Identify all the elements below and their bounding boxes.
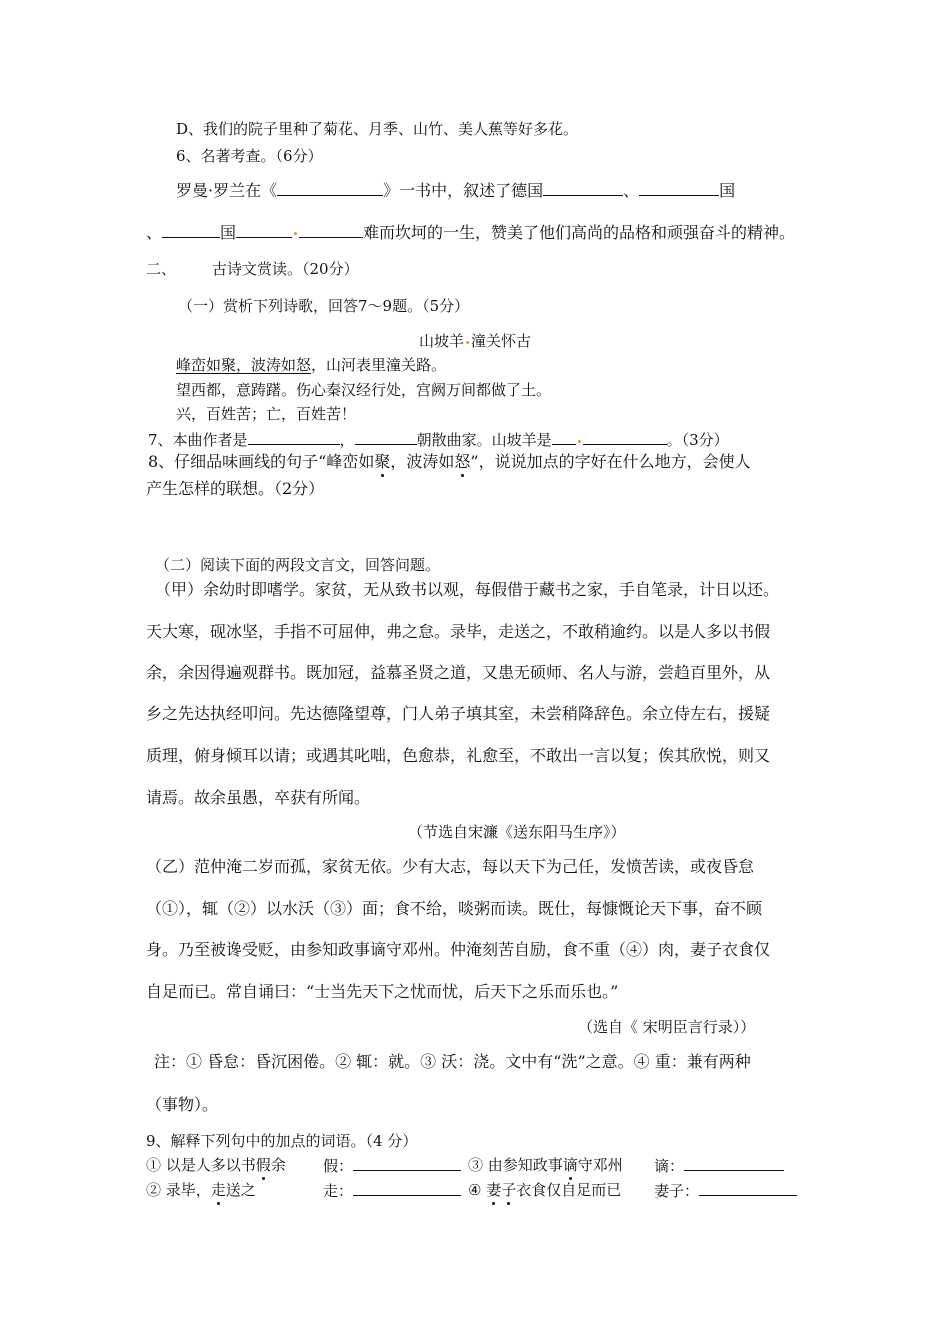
mark-dot xyxy=(578,440,581,443)
q9-label: 谪： xyxy=(654,1157,685,1175)
q9-answer-2 xyxy=(323,1180,461,1201)
jia-line: 质理，俯身倾耳以请；或遇其叱咄，色愈恭，礼愈至，不敢出一言以复；俟其欣悦，则又 xyxy=(146,746,771,765)
q6-line1 xyxy=(176,180,735,201)
q9-item-1 xyxy=(146,1155,286,1175)
jia-line: 请焉。故余虽愚，卒获有所闻。 xyxy=(146,788,371,807)
yi-line: 自足而已。常自诵曰：“士当先天下之忧而忧，后天下之乐而乐也。” xyxy=(146,982,619,1001)
poem-text: ，山河表里潼关路。 xyxy=(311,356,447,374)
q8-text: ”，说说加点的字好在什么地方，会使人 xyxy=(470,452,751,471)
jia-line: （甲）余幼时即嗜学。家贫，无从致书以观，每假借于藏书之家，手自笔录，计日以还。 xyxy=(155,580,780,599)
jia-line: 乡之先达执经叩问。先达德隆望尊，门人弟子填其室，未尝稍降辞色。余立侍左右，援疑 xyxy=(146,704,771,723)
q9-item-4 xyxy=(468,1180,621,1200)
q8-text: 8、仔细品味画线的句子“峰峦如 xyxy=(148,452,375,471)
q6-text: 罗曼·罗兰在《 xyxy=(176,181,278,200)
yi-source: （选自《 宋明臣言行录）） xyxy=(578,1018,756,1036)
q7-text: ， xyxy=(339,431,355,449)
poem-line-2: 望西都，意踌躇。伤心秦汉经行处，宫阙万间都做了土。 xyxy=(176,381,552,399)
q6-text: 》一书中，叙述了德国 xyxy=(383,181,544,200)
q5-option-d: D、我们的院子里种了菊花、月季、山竹、美人蕉等好多花。 xyxy=(176,120,579,138)
answer-blank[interactable] xyxy=(543,180,623,196)
jia-line: 天大寒，砚冰坚，手指不可屈伸，弗之怠。录毕，走送之，不敢稍逾约。以是人多以书假 xyxy=(146,622,771,641)
q9-answer-1 xyxy=(323,1155,461,1176)
answer-blank[interactable] xyxy=(552,429,576,445)
q6-text: 国 xyxy=(719,181,736,200)
poem-title xyxy=(0,331,950,351)
answer-blank[interactable] xyxy=(583,429,667,445)
dotted-char: 子 xyxy=(501,1181,517,1199)
q9-text: ① 以是人多以书 xyxy=(146,1156,256,1174)
answer-blank[interactable] xyxy=(162,222,220,238)
dotted-char: 谪 xyxy=(562,1156,578,1174)
q9-text: 余 xyxy=(270,1156,286,1174)
q7-text: 朝散曲家。山坡羊是 xyxy=(416,431,552,449)
dotted-char: 妻 xyxy=(486,1181,502,1199)
q6-text: 、 xyxy=(146,223,163,242)
q6-line2 xyxy=(146,222,795,243)
q8-line2: 产生怎样的联想。（2分） xyxy=(146,479,325,498)
q9-text: 送之 xyxy=(225,1181,256,1199)
q6-text: 、 xyxy=(623,181,640,200)
dotted-char: 聚 xyxy=(374,452,391,471)
answer-blank[interactable] xyxy=(299,222,363,238)
section-title: 古诗文赏读。（20分） xyxy=(212,260,359,278)
q9-label: 走： xyxy=(323,1182,354,1200)
answer-blank[interactable] xyxy=(639,180,719,196)
q9-text: ② 录毕， xyxy=(146,1181,211,1199)
dotted-char: 走 xyxy=(210,1181,226,1199)
answer-blank[interactable] xyxy=(277,180,383,196)
answer-blank[interactable] xyxy=(248,429,340,445)
poem-line-1 xyxy=(176,355,446,375)
q9-label: 妻子： xyxy=(654,1182,700,1200)
answer-blank[interactable] xyxy=(355,429,417,445)
q7-text: 。（3分） xyxy=(666,431,729,449)
answer-blank[interactable] xyxy=(699,1180,797,1196)
answer-blank[interactable] xyxy=(684,1155,784,1171)
part1-heading: （一）赏析下列诗歌，回答7～9题。（5分） xyxy=(178,297,470,315)
section-number: 二、 xyxy=(146,260,177,278)
q9-label: 假： xyxy=(323,1157,354,1175)
q6-text: 国 xyxy=(220,223,237,242)
q9-answer-4 xyxy=(654,1180,797,1201)
jia-line: 余，余因得遍观群书。既加冠，益慕圣贤之道，又患无硕师、名人与游，尝趋百里外，从 xyxy=(146,663,771,682)
jia-source: （节选自宋濂《送东阳马生序》） xyxy=(408,823,626,841)
q7-text: 7、本曲作者是 xyxy=(148,431,248,449)
answer-blank[interactable] xyxy=(353,1155,461,1171)
yi-line: （①），辄（②）以水沃（③）面；食不给，啖粥而读。既仕，每慷慨论天下事，奋不顾 xyxy=(146,899,763,918)
part2-heading: （二）阅读下面的两段文言文，回答问题。 xyxy=(155,556,441,574)
q9-text: ④ xyxy=(468,1181,487,1199)
q8-line1 xyxy=(148,452,751,472)
dotted-char: 怒 xyxy=(454,452,471,471)
poem-title-text: 山坡羊 xyxy=(418,332,464,350)
q9-answer-3 xyxy=(654,1155,784,1176)
poem-title-text: 潼关怀古 xyxy=(471,332,532,350)
q6-text: 难而坎坷的一生，赞美了他们高尚的品格和顽强奋斗的精神。 xyxy=(363,223,796,242)
q6-title: 6、名著考查。（6分） xyxy=(176,147,323,165)
q9-text: 衣食仅自足而已 xyxy=(516,1181,622,1199)
yi-line: 身。乃至被谗受贬，由参知政事谪守邓州。仲淹刻苦自励，食不重（④）肉，妻子衣食仅 xyxy=(146,940,771,959)
q9-item-2 xyxy=(146,1180,256,1200)
q9-text: ③ 由参知政事 xyxy=(468,1156,563,1174)
yi-line: （乙）范仲淹二岁而孤，家贫无依。少有大志，每以天下为己任，发愤苦读，或夜昏怠 xyxy=(146,857,755,876)
q8-text: ，波涛如 xyxy=(390,452,455,471)
q9-item-3 xyxy=(468,1155,623,1175)
underlined-sentence: 峰峦如聚，波涛如怒 xyxy=(176,356,312,374)
dotted-char: 假 xyxy=(255,1156,271,1174)
note-line-2: （事物）。 xyxy=(146,1095,219,1114)
answer-blank[interactable] xyxy=(236,222,292,238)
poem-line-3: 兴，百姓苦；亡，百姓苦！ xyxy=(176,405,357,423)
answer-blank[interactable] xyxy=(353,1180,461,1196)
mark-dot xyxy=(466,341,469,344)
note-line-1: 注：① 昏怠：昏沉困倦。② 辄：就。③ 沃：浇。文中有“洗”之意。④ 重：兼有两种 xyxy=(154,1052,751,1071)
q7 xyxy=(148,429,729,450)
q9-title: 9、解释下列句中的加点的词语。（4 分） xyxy=(146,1132,418,1150)
mark-dot xyxy=(294,232,297,235)
q9-text: 守邓州 xyxy=(577,1156,623,1174)
